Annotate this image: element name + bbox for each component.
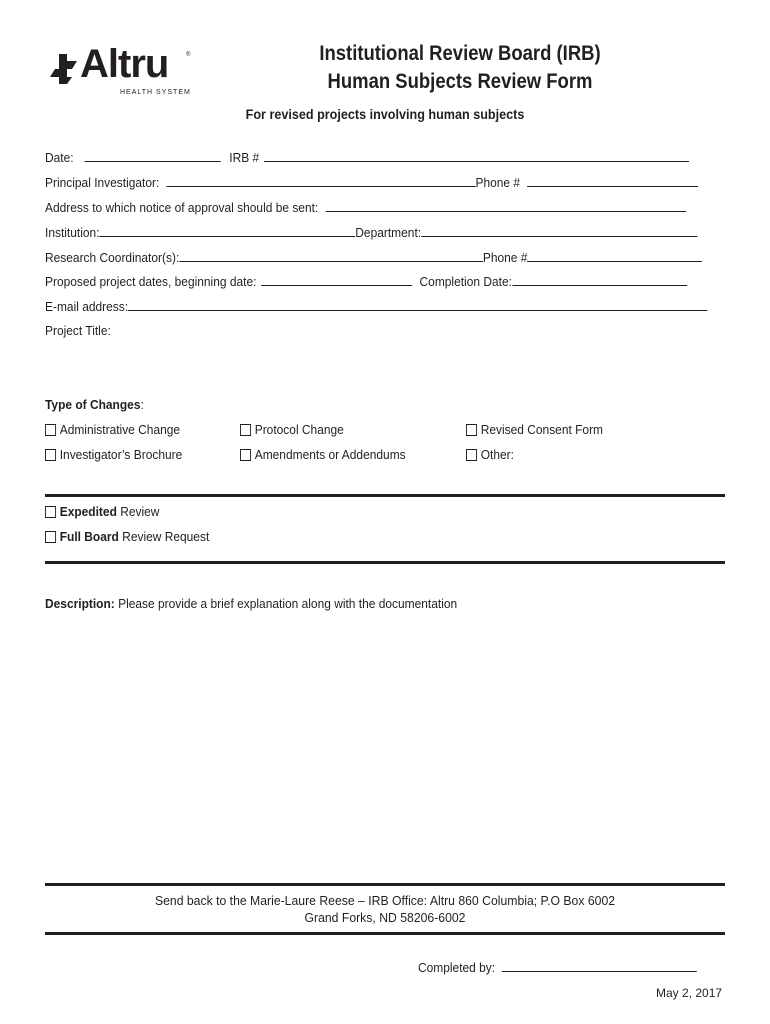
address-row xyxy=(45,199,686,215)
phone2-field[interactable] xyxy=(527,249,702,262)
phone2-label: Phone # xyxy=(482,250,528,265)
institution-field[interactable] xyxy=(100,224,356,237)
address-label: Address to which notice of approval should be sent: xyxy=(45,200,319,215)
logo-wordmark: Altru xyxy=(80,42,169,86)
logo-registered-mark: ® xyxy=(186,52,191,58)
checkbox-revised-consent-form[interactable] xyxy=(466,424,477,436)
full-board-bold-label: Full Board xyxy=(59,529,119,544)
irb-number-field[interactable] xyxy=(264,149,689,162)
option-label: Other: xyxy=(480,447,514,462)
date-field[interactable] xyxy=(84,149,220,162)
option-label: Amendments or Addendums xyxy=(254,447,406,462)
revision-date: May 2, 2017 xyxy=(656,986,723,1000)
altru-cross-icon xyxy=(50,54,80,84)
changes-heading-text: Type of Changes xyxy=(45,397,141,412)
department-field[interactable] xyxy=(421,224,697,237)
pi-field[interactable] xyxy=(166,174,475,187)
department-label: Department: xyxy=(355,225,422,240)
altru-logo xyxy=(50,42,200,100)
description-label: Description: xyxy=(45,596,115,611)
option-other[interactable] xyxy=(466,447,514,462)
email-row xyxy=(45,298,708,314)
address-field[interactable] xyxy=(325,199,686,212)
date-irb-row xyxy=(45,149,689,165)
checkbox-full-board-review[interactable] xyxy=(45,531,56,543)
checkbox-protocol-change[interactable] xyxy=(240,424,251,436)
dates-label: Proposed project dates, beginning date: xyxy=(45,274,257,289)
coordinator-label: Research Coordinator(s): xyxy=(45,250,180,265)
form-title-line1: Institutional Review Board (IRB) xyxy=(319,42,601,65)
footer-divider-top xyxy=(45,883,725,886)
option-label: Administrative Change xyxy=(59,422,181,437)
expedited-bold-label: Expedited xyxy=(59,504,117,519)
completion-label: Completion Date: xyxy=(419,274,512,289)
email-field[interactable] xyxy=(128,298,708,311)
form-subtitle: For revised projects involving human subjects xyxy=(245,106,525,122)
pi-row xyxy=(45,174,698,190)
description-instructions: Please provide a brief explanation along with the documentation xyxy=(114,596,458,611)
checkbox-other[interactable] xyxy=(466,449,477,461)
project-title-label: Project Title: xyxy=(45,323,111,338)
checkbox-investigators-brochure[interactable] xyxy=(45,449,56,461)
logo-subtitle: HEALTH SYSTEM xyxy=(120,89,191,96)
pi-label: Principal Investigator: xyxy=(45,175,160,190)
option-expedited-review[interactable] xyxy=(45,504,159,519)
project-title-row[interactable] xyxy=(45,323,111,338)
email-label: E-mail address: xyxy=(45,299,129,314)
option-full-board-review[interactable] xyxy=(45,529,209,544)
changes-heading-colon: : xyxy=(140,397,144,412)
section-divider-bottom xyxy=(45,561,725,564)
phone-label: Phone # xyxy=(475,175,521,190)
coordinator-row xyxy=(45,249,702,265)
form-title-line2: Human Subjects Review Form xyxy=(327,70,593,93)
completed-by-field[interactable] xyxy=(502,959,697,972)
institution-row xyxy=(45,224,697,240)
completed-by-label: Completed by: xyxy=(418,960,496,975)
footer-address-line1: Send back to the Marie-Laure Reese – IRB Office: Altru 860 Columbia; P.O Box 6002 xyxy=(154,893,616,908)
option-label: Protocol Change xyxy=(254,422,344,437)
option-label: Revised Consent Form xyxy=(480,422,604,437)
option-administrative-change[interactable] xyxy=(45,422,180,437)
full-board-rest-label: Review Request xyxy=(118,529,210,544)
checkbox-expedited-review[interactable] xyxy=(45,506,56,518)
option-amendments-or-addendums[interactable] xyxy=(240,447,406,462)
footer-address-line2: Grand Forks, ND 58206-6002 xyxy=(304,910,466,925)
expedited-rest-label: Review xyxy=(116,504,160,519)
checkbox-amendments-or-addendums[interactable] xyxy=(240,449,251,461)
changes-heading xyxy=(45,397,144,412)
option-revised-consent-form[interactable] xyxy=(466,422,603,437)
option-label: Investigator’s Brochure xyxy=(59,447,183,462)
institution-label: Institution: xyxy=(45,225,100,240)
description-row[interactable] xyxy=(45,596,457,611)
section-divider-top xyxy=(45,494,725,497)
footer-divider-bottom xyxy=(45,932,725,935)
option-investigators-brochure[interactable] xyxy=(45,447,182,462)
completion-date-field[interactable] xyxy=(512,273,687,286)
dates-row xyxy=(45,273,687,289)
date-label: Date: xyxy=(45,150,74,165)
beginning-date-field[interactable] xyxy=(262,273,413,286)
coordinator-field[interactable] xyxy=(179,249,483,262)
option-protocol-change[interactable] xyxy=(240,422,344,437)
irb-label: IRB # xyxy=(229,150,260,165)
checkbox-administrative-change[interactable] xyxy=(45,424,56,436)
phone-field[interactable] xyxy=(527,174,698,187)
completed-by-row xyxy=(418,959,697,975)
